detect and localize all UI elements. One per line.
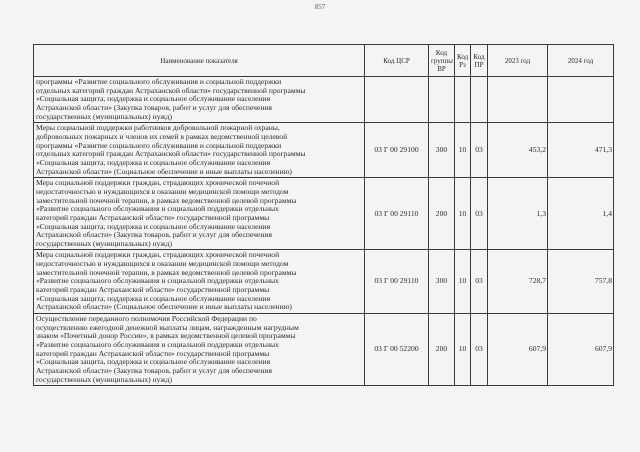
indicator-name-line: Астраханской области» (Закупка товаров, работ и услуг для обеспечения [36,230,272,240]
indicator-name-line: осуществлению ежегодной денежной выплаты лицам, награжденным нагрудным [36,322,299,332]
amount-2024: 471,3 [548,123,614,178]
rz-code [455,77,471,123]
header-vr: Код группы ВР [429,45,455,77]
rz-code: 10 [455,314,471,386]
csr-code: 03 Г 00 29110 [365,250,429,314]
pr-code: 03 [471,123,488,178]
page-number: 857 [314,3,326,11]
vr-code: 300 [429,123,455,178]
table-row [34,250,614,314]
indicator-name [34,77,365,123]
indicator-name-line: программы «Развитие социального обслуживания и социальной поддержки [36,140,282,150]
amount-2024: 607,9 [548,314,614,386]
pr-code: 03 [471,178,488,250]
indicator-name [34,178,365,250]
rz-code: 10 [455,123,471,178]
indicator-name-line: Астраханской области» (Закупка товаров, работ и услуг для обеспечения [36,102,272,112]
indicator-name-line: Астраханской области» (Социальное обеспечение и иные выплаты населению) [36,166,292,176]
header-csr: Код ЦСР [365,45,429,77]
table-row [34,178,614,250]
indicator-name-line: недостаточностью и нуждающихся в оказании медицинской помощи методом [36,186,289,196]
pr-code: 03 [471,314,488,386]
indicator-name-line: Мера социальной поддержки граждан, страдающих хронической почечной [36,250,280,260]
indicator-name-line: «Социальная защита, поддержка и социальное обслуживание населения [36,221,271,231]
indicator-name-line: категорий граждан Астраханской области» государственной программы [36,348,270,358]
indicator-name-line: Астраханской области» (Закупка товаров, работ и услуг для обеспечения [36,366,272,375]
indicator-name-line: государственных (муниципальных) нужд) [36,111,172,121]
header-rz: Код Рз [455,45,471,77]
indicator-name-line: «Развитие социального обслуживания и социальной поддержки отдельных [36,276,279,286]
pr-code: 03 [471,250,488,314]
rz-code: 10 [455,250,471,314]
indicator-name-line: «Социальная защита, поддержка и социальное обслуживание населения [36,157,271,167]
csr-code: 03 Г 00 52200 [365,314,429,386]
rz-code: 10 [455,178,471,250]
csr-code: 03 Г 00 29100 [365,123,429,178]
indicator-name-line: «Развитие социального обслуживания и социальной поддержки отдельных [36,204,279,214]
indicator-name-line: заместительной почечной терапии, в рамках ведомственной целевой программы [36,267,297,277]
header-name: Наименование показателя [34,45,365,77]
header-2024: 2024 год [548,45,614,77]
amount-2023 [488,77,548,123]
indicator-name-line: «Социальная защита, поддержка и социальное обслуживание населения [36,94,271,104]
table-row [34,314,614,386]
indicator-name-line: знаком «Почетный донор России», в рамках ведомственной целевой программы [36,331,296,341]
indicator-name-line: Осуществление переданного полномочия Российской Федерации по [36,314,257,324]
indicator-name-line: категорий граждан Астраханской области» государственной программы [36,285,270,295]
indicator-name-line: Меры социальной поддержки работников добровольной пожарной охраны, [36,123,280,133]
indicator-name-line: государственных (муниципальных) нужд) [36,238,172,248]
amount-2024: 757,8 [548,250,614,314]
vr-code: 200 [429,178,455,250]
amount-2023: 607,9 [488,314,548,386]
amount-2024 [548,77,614,123]
indicator-name-line: государственных (муниципальных) нужд) [36,374,172,384]
indicator-name-line: программы «Развитие социального обслуживания и социальной поддержки [36,77,282,86]
indicator-name-line: Мера социальной поддержки граждан, страдающих хронической почечной [36,178,280,188]
indicator-name-line: отдельных категорий граждан Астраханской области» государственной программы [36,85,306,95]
csr-code: 03 Г 00 29110 [365,178,429,250]
pr-code [471,77,488,123]
table-row [34,77,614,123]
indicator-name-line: добровольных пожарных и членов их семей в рамках ведомственной целевой [36,131,288,141]
table-header-row [34,45,614,77]
indicator-name-line: недостаточностью и нуждающихся в оказании медицинской помощи методом [36,259,289,269]
vr-code: 300 [429,250,455,314]
header-pr: Код ПР [471,45,488,77]
table-row [34,123,614,178]
indicator-name-line: категорий граждан Астраханской области» государственной программы [36,212,270,222]
indicator-name-line: «Развитие социального обслуживания и социальной поддержки отдельных [36,340,279,350]
amount-2023: 453,2 [488,123,548,178]
vr-code: 200 [429,314,455,386]
indicator-name [34,123,365,178]
amount-2023: 1,3 [488,178,548,250]
csr-code [365,77,429,123]
header-2023: 2023 год [488,45,548,77]
indicator-name-line: Астраханской области» (Социальное обеспечение и иные выплаты населению) [36,302,292,312]
indicator-name-line: отдельных категорий граждан Астраханской области» государственной программы [36,149,306,159]
budget-table [33,44,614,386]
indicator-name-line: «Социальная защита, поддержка и социальное обслуживание населения [36,357,271,367]
amount-2024: 1,4 [548,178,614,250]
vr-code [429,77,455,123]
indicator-name [34,250,365,314]
indicator-name-line: «Социальная защита, поддержка и социальное обслуживание населения [36,293,271,303]
indicator-name [34,314,365,386]
amount-2023: 728,7 [488,250,548,314]
indicator-name-line: заместительной почечной терапии, в рамках ведомственной целевой программы [36,195,297,205]
